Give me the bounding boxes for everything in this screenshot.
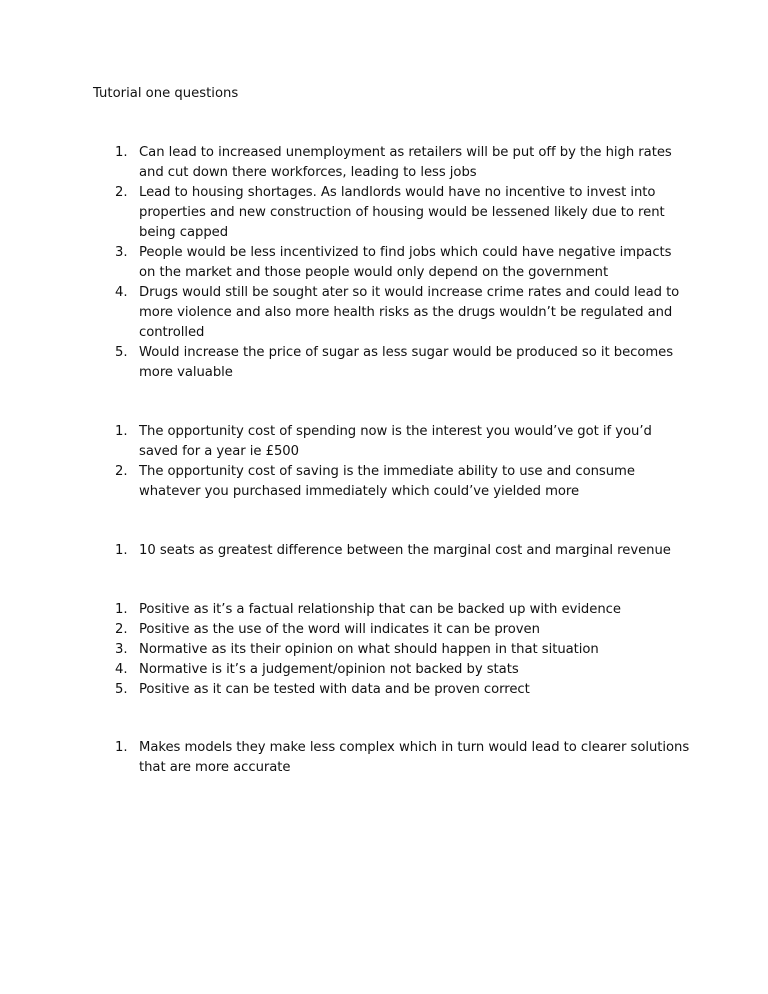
item-text: Positive as it can be tested with data and be proven correct <box>139 682 530 697</box>
item-text: The opportunity cost of spending now is the interest you would’ve got if you’d saved for a year ie £500 <box>139 424 652 459</box>
item-number: 2. <box>115 464 128 479</box>
list-item <box>115 660 691 680</box>
item-text: Makes models they make less complex which in turn would lead to clearer solutions that are more accurate <box>139 740 690 775</box>
list-item <box>115 143 691 183</box>
answer-list-section-2 <box>115 422 691 502</box>
item-number: 1. <box>115 543 128 558</box>
item-text: People would be less incentivized to find jobs which could have negative impacts on the market and those people would only depend on the government <box>139 245 672 280</box>
list-item <box>115 600 691 620</box>
document-title: Tutorial one questions <box>93 86 239 101</box>
item-text: 10 seats as greatest difference between the marginal cost and marginal revenue <box>139 543 671 558</box>
list-item <box>115 343 691 383</box>
item-number: 1. <box>115 602 128 617</box>
item-number: 1. <box>115 424 128 439</box>
item-text: Lead to housing shortages. As landlords would have no incentive to invest into properties and new construction of housing would be lessened likely due to rent being capped <box>139 185 665 240</box>
item-text: Would increase the price of sugar as less sugar would be produced so it becomes more valuable <box>139 345 674 380</box>
list-item <box>115 541 691 561</box>
list-item <box>115 283 691 343</box>
item-text: Normative as its their opinion on what should happen in that situation <box>139 642 599 657</box>
item-text: Normative is it’s a judgement/opinion not backed by stats <box>139 662 519 677</box>
item-number: 3. <box>115 245 128 260</box>
list-item <box>115 422 691 462</box>
item-number: 2. <box>115 185 128 200</box>
item-text: Positive as the use of the word will indicates it can be proven <box>139 622 540 637</box>
item-number: 5. <box>115 345 128 360</box>
item-number: 5. <box>115 682 128 697</box>
answer-list-section-5 <box>115 738 691 778</box>
list-item <box>115 680 691 700</box>
answer-list-section-4 <box>115 600 691 700</box>
item-text: Can lead to increased unemployment as retailers will be put off by the high rates and cut down there workforces, leading to less jobs <box>139 145 672 180</box>
item-number: 3. <box>115 642 128 657</box>
list-item <box>115 462 691 502</box>
item-number: 1. <box>115 145 128 160</box>
answer-list-section-3 <box>115 541 691 561</box>
list-item <box>115 738 691 778</box>
list-item <box>115 243 691 283</box>
item-text: Positive as it’s a factual relationship that can be backed up with evidence <box>139 602 621 617</box>
list-item <box>115 640 691 660</box>
item-number: 1. <box>115 740 128 755</box>
list-item <box>115 183 691 243</box>
list-item <box>115 620 691 640</box>
item-text: Drugs would still be sought ater so it would increase crime rates and could lead to more violence and also more health risks as the drugs wouldn’t be regulated and controlled <box>139 285 680 340</box>
item-number: 2. <box>115 622 128 637</box>
item-number: 4. <box>115 285 128 300</box>
item-number: 4. <box>115 662 128 677</box>
item-text: The opportunity cost of saving is the immediate ability to use and consume whatever you purchased immediately which could’ve yielded more <box>139 464 635 499</box>
answer-list-section-1 <box>115 143 691 383</box>
